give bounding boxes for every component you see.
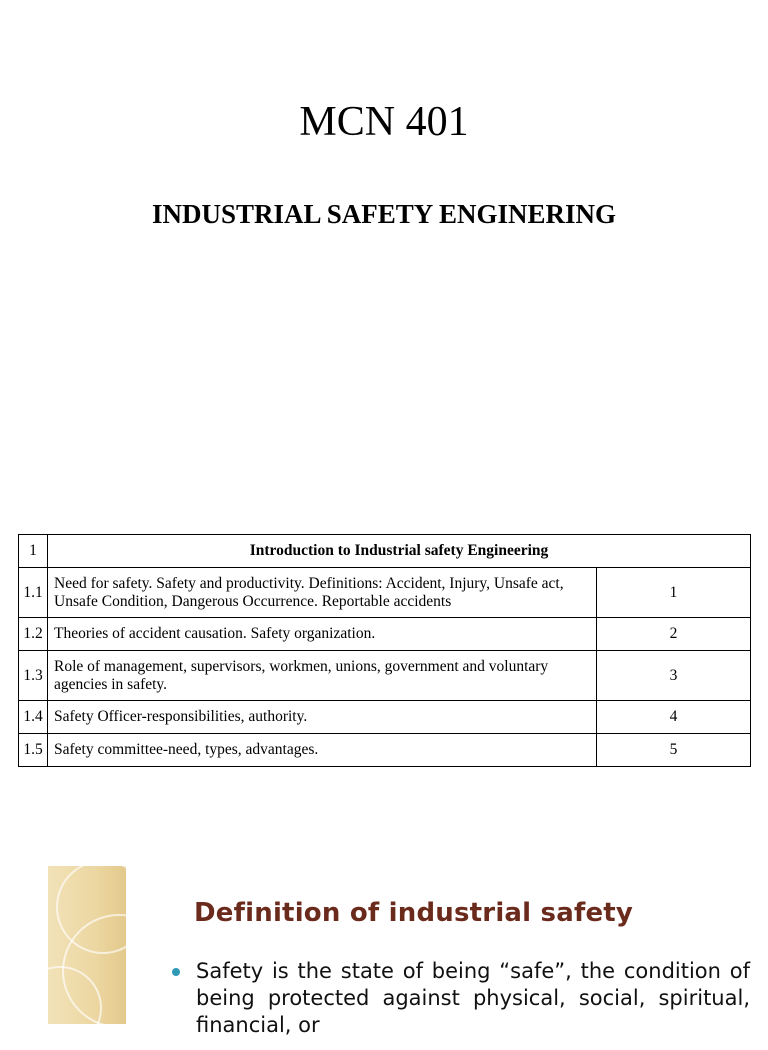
course-code: MCN 401 <box>299 99 469 145</box>
topic-hours: 5 <box>597 734 751 767</box>
decorative-ring <box>18 966 102 1050</box>
slide-heading: Definition of industrial safety <box>194 898 634 928</box>
topic-number: 1.2 <box>19 618 48 651</box>
course-title: INDUSTRIAL SAFETY ENGINERING <box>151 199 617 229</box>
topic-text: Safety Officer-responsibilities, authority. <box>48 701 597 734</box>
topic-text: Role of management, supervisors, workmen, unions, government and voluntary agencies in safety. <box>48 651 597 701</box>
topic-hours: 1 <box>597 568 751 618</box>
module-title: Introduction to Industrial safety Engineering <box>48 535 751 568</box>
table-row <box>19 734 751 767</box>
topic-number: 1.1 <box>19 568 48 618</box>
slide-bullet <box>176 958 750 1039</box>
topic-hours: 2 <box>597 618 751 651</box>
topic-number: 1.4 <box>19 701 48 734</box>
slide-decorative-band <box>48 866 126 1024</box>
syllabus-table <box>18 534 751 767</box>
topic-number: 1.5 <box>19 734 48 767</box>
topic-text: Safety committee-need, types, advantages. <box>48 734 597 767</box>
topic-hours: 4 <box>597 701 751 734</box>
slide-bullet-text: Safety is the state of being “safe”, the condition of being protected against physical, social, spiritual, financial, or <box>196 959 750 1037</box>
table-header-row <box>19 535 751 568</box>
topic-number: 1.3 <box>19 651 48 701</box>
slide-preview <box>48 866 768 1037</box>
table-row <box>19 651 751 701</box>
table-row <box>19 701 751 734</box>
table-row <box>19 568 751 618</box>
table-row <box>19 618 751 651</box>
module-number: 1 <box>19 535 48 568</box>
topic-text: Theories of accident causation. Safety organization. <box>48 618 597 651</box>
bullet-dot-icon <box>172 968 180 976</box>
topic-text: Need for safety. Safety and productivity. Definitions: Accident, Injury, Unsafe act, Unsafe Condition, Dangerous Occurrence. Reportable accidents <box>48 568 597 618</box>
topic-hours: 3 <box>597 651 751 701</box>
